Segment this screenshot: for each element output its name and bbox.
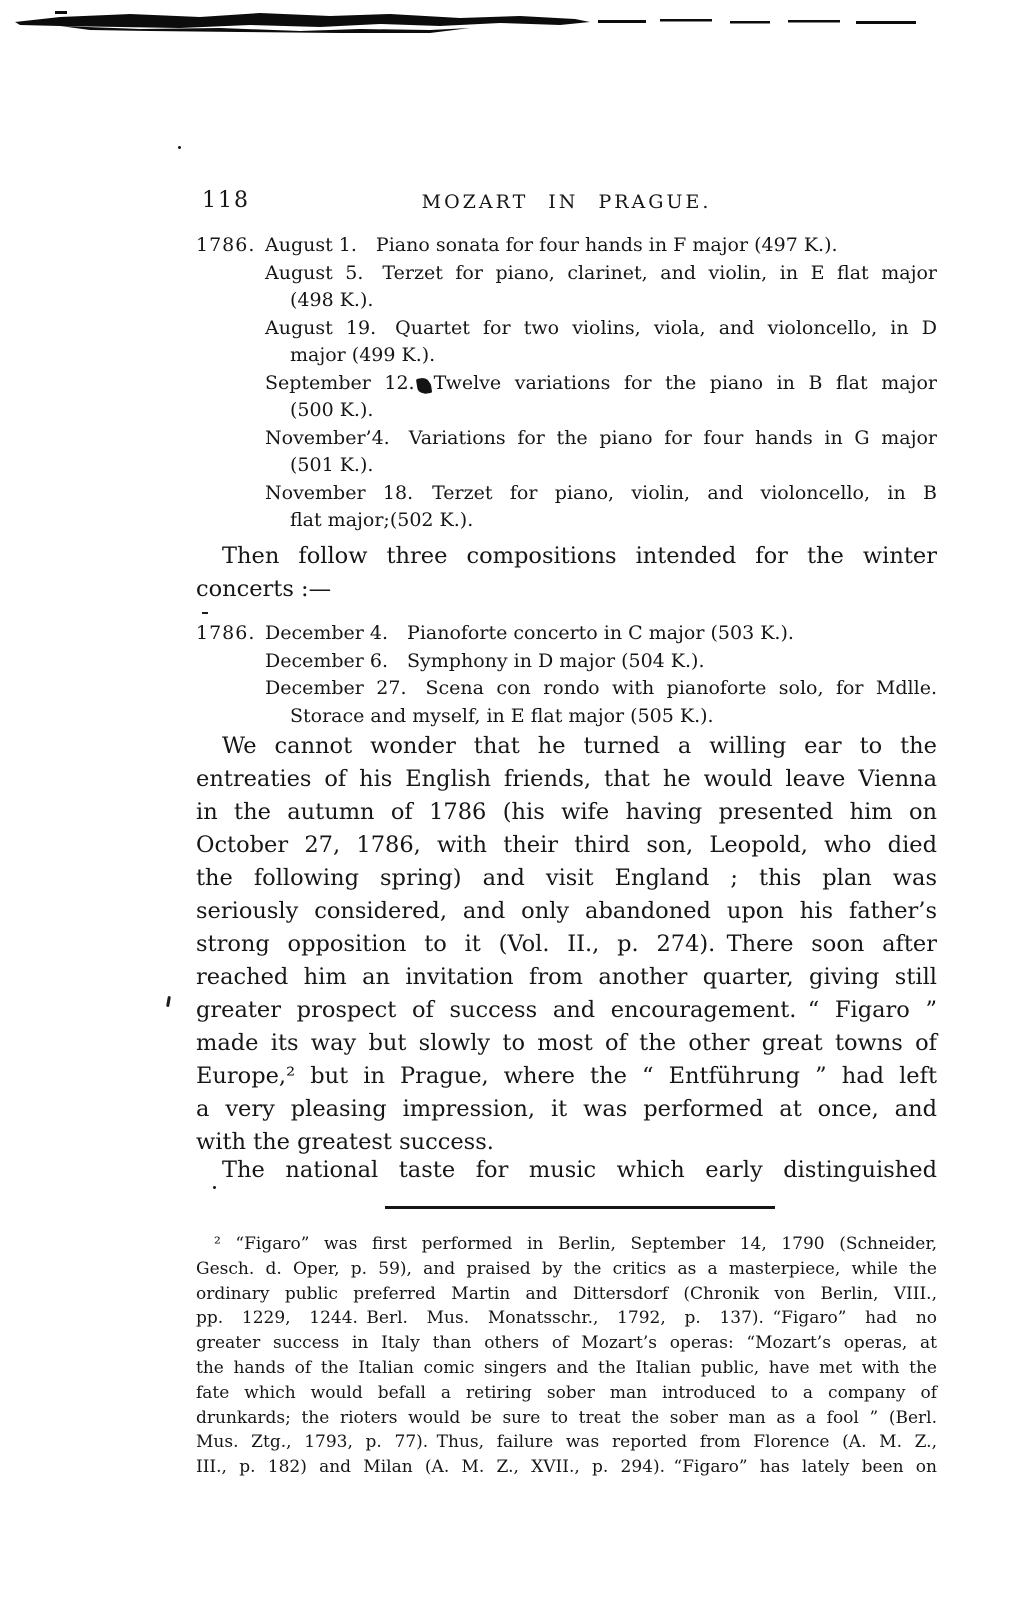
text-line: in the autumn of 1786 (his wife having presented him on: [196, 799, 937, 825]
text-line: Then follow three compositions intended for the winter: [222, 543, 937, 569]
text-line: The national taste for music which early distinguished: [222, 1157, 937, 1183]
text-line: October 27, 1786, with their third son, Leopold, who died: [196, 832, 937, 858]
page-content: [196, 180, 937, 1478]
list-line: August 19. Quartet for two violins, viola, and violoncello, in D: [265, 316, 937, 339]
footnote-line: Mus. Ztg., 1793, p. 77). Thus, failure was reported from Florence (A. M. Z.,: [196, 1432, 937, 1453]
list-year-label: 1786.: [196, 234, 256, 256]
list-line: (500 K.).: [290, 399, 374, 421]
list-line: (498 K.).: [290, 289, 374, 311]
text-line: Europe,² but in Prague, where the “ Entführung ” had left: [196, 1063, 937, 1089]
list-line: August 5. Terzet for piano, clarinet, and violin, in E flat major: [265, 261, 937, 284]
footnote-line: III., p. 182) and Milan (A. M. Z., XVII., p. 294). “Figaro” has lately been on: [196, 1457, 937, 1478]
ink-blot: [416, 377, 431, 394]
text-line: entreaties of his English friends, that he would leave Vienna: [196, 766, 937, 792]
text-line: strong opposition to it (Vol. II., p. 274). There soon after: [196, 931, 937, 957]
page-number: 118: [202, 188, 250, 213]
footnote-line: drunkards; the rioters would be sure to treat the sober man as a fool ” (Berl.: [196, 1407, 937, 1428]
running-head: MOZART IN PRAGUE.: [421, 191, 712, 213]
list-line: Storace and myself, in E flat major (505 K.).: [290, 704, 714, 727]
paragraph-national-taste: [196, 1154, 937, 1187]
footnote-rule: [385, 1206, 775, 1209]
list-line: December 4. Pianoforte concerto in C major (503 K.).: [265, 622, 794, 644]
scan-speck: [178, 146, 181, 149]
text-line: seriously considered, and only abandoned upon his father’s: [196, 898, 937, 924]
text-line: made its way but slowly to most of the other great towns of: [196, 1030, 937, 1056]
text-line: with the greatest success.: [196, 1129, 494, 1155]
list-line: December 6. Symphony in D major (504 K.).: [265, 649, 705, 672]
paragraph-winter-concerts: [196, 540, 937, 606]
footnote-line: greater success in Italy than others of Mozart’s operas: “Mozart’s operas, at: [196, 1333, 937, 1354]
scan-speck: [166, 996, 171, 1007]
list-line: major (499 K.).: [290, 344, 436, 366]
list-line-date: September 12.: [265, 371, 415, 394]
list-line: [196, 370, 937, 398]
footnote-figaro: [196, 1232, 937, 1480]
text-line: a very pleasing impression, it was performed at once, and: [196, 1096, 937, 1122]
list-line-text: Twelve variations for the piano in B flat major: [433, 371, 937, 394]
works-list-aug-nov-1786: [196, 232, 937, 535]
footnote-line: pp. 1229, 1244. Berl. Mus. Monatsschr., 1792, p. 137). “Figaro” had no: [196, 1308, 937, 1329]
footnote-line: fate which would befall a retiring sober man introduced to a company of: [196, 1382, 937, 1403]
text-line: We cannot wonder that he turned a willing ear to the: [222, 733, 937, 759]
footnote-line: ordinary public preferred Martin and Dittersdorf (Chronik von Berlin, VIII.,: [196, 1283, 937, 1304]
footnote-line: the hands of the Italian comic singers and the Italian public, have met with the: [196, 1357, 937, 1378]
list-line: (501 K.).: [290, 454, 374, 476]
list-line: August 1. Piano sonata for four hands in F major (497 K.).: [265, 234, 838, 256]
text-line: concerts :—: [196, 576, 332, 602]
scan-speck: [202, 612, 208, 614]
paragraph-england-invitation: [196, 730, 937, 1159]
list-line: November’4. Variations for the piano for four hands in G major: [265, 426, 937, 449]
text-line: the following spring) and visit England ; this plan was: [196, 865, 937, 891]
works-list-dec-1786: [196, 620, 937, 730]
page-header: [196, 180, 937, 216]
list-line: December 27. Scena con rondo with pianoforte solo, for Mdlle.: [265, 677, 937, 699]
list-line: November 18. Terzet for piano, violin, and violoncello, in B: [265, 481, 937, 504]
text-line: greater prospect of success and encouragement. “ Figaro ”: [196, 997, 937, 1023]
list-year-label: 1786.: [196, 622, 256, 644]
footnote-line: ² “Figaro” was first performed in Berlin, September 14, 1790 (Schneider,: [214, 1234, 937, 1254]
scan-smudge-top: [0, 0, 1034, 44]
text-line: reached him an invitation from another quarter, giving still: [196, 964, 937, 990]
footnote-line: Gesch. d. Oper, p. 59), and praised by the critics as a masterpiece, while the: [196, 1258, 937, 1279]
list-line: flat major;(502 K.).: [290, 509, 474, 531]
